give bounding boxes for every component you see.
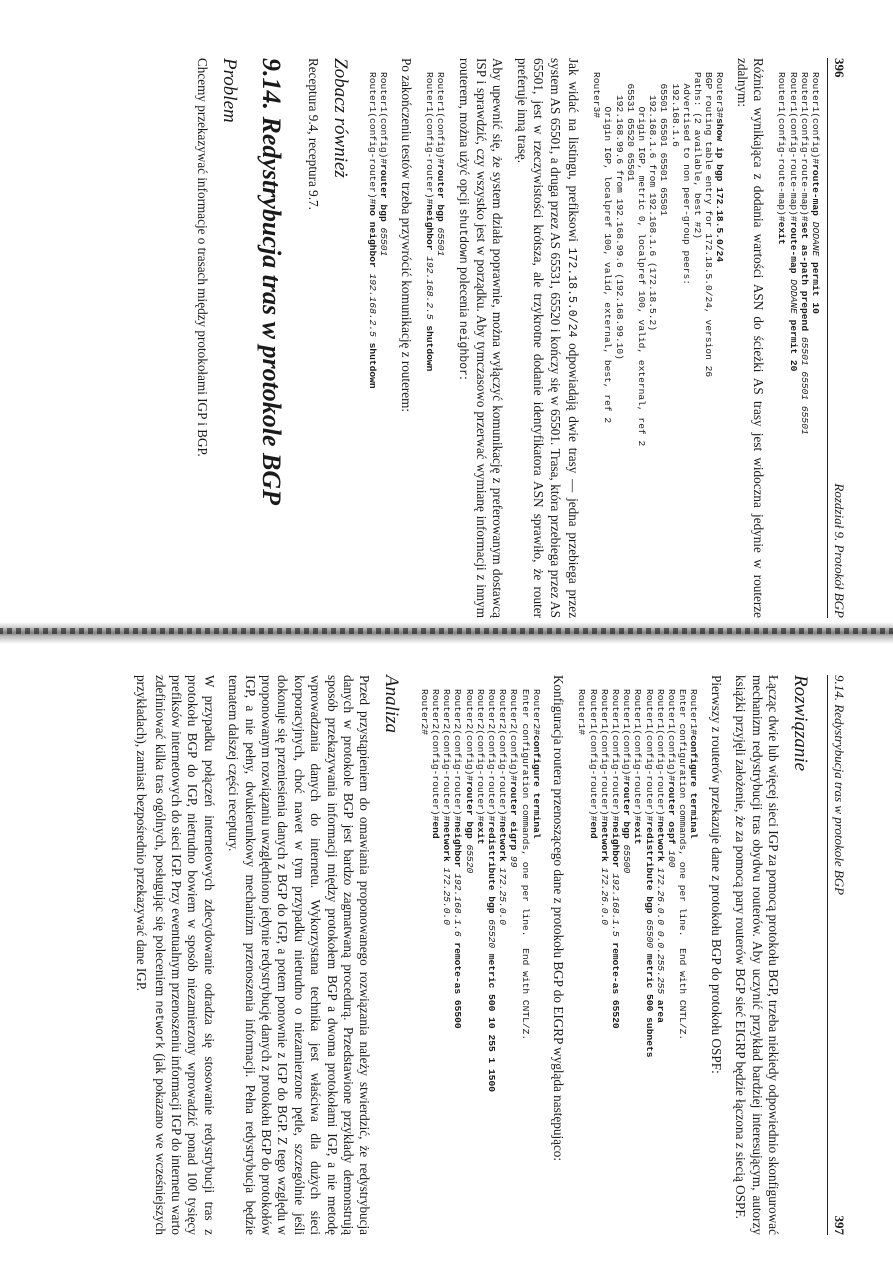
page-number: 397 xyxy=(832,1215,847,1235)
code-prompt: Router2(config-router)# xyxy=(429,689,441,822)
code-line xyxy=(520,689,531,1040)
code-line xyxy=(441,689,452,925)
code-command: no neighbor xyxy=(367,204,379,268)
code-line xyxy=(621,689,632,873)
code-command: router ospf xyxy=(665,781,677,845)
code-command: exit xyxy=(632,821,644,845)
code-command: show ip bgp 172.18.5.0/24 xyxy=(714,118,726,262)
code-output: 65531 65520 65501 xyxy=(624,72,636,182)
code-argument: 65501 xyxy=(435,221,447,257)
code-argument: 172.25.0.0 xyxy=(497,861,509,926)
code-line xyxy=(424,72,435,371)
analysis-paragraph: Przed przystąpieniem do omawiania proponowanego rozwiązania należy stwierdzić, że redystrybucja danych w protokole BGP jest bardzo zagmatwaną procedurą. Przedstawione przykłady demonstrują sposób przekazywania informacji między protokołem BGP a dwoma protokołami IGP, a nie metodę wprowadzania danych do internetu. Wykorzystana technika jest właściwa dla dużych sieci korporacyjnych, choć nawet w tym przypadku nietrudno o niezamierzone pętle, szczególnie jeśli dokonuje się przeniesienia danych z BGP do IGP, a potem ponownie z IGP do BGP. Z tego względu w proponowanym rozwiązaniu uwzględniono jedynie redystrybucję danych z protokołu BGP do protokołów IGP, a nie pełny, dwukierunkowy mechanizm przenoszenia informacji. Pełna redystrybucja będzie tematem dalszej części receptury. xyxy=(226,675,373,1235)
code-output: Paths: (2 available, best #2) xyxy=(691,72,703,239)
analysis-heading: Analiza xyxy=(381,675,403,734)
code-argument: 172.25.0.0 xyxy=(441,861,453,926)
code-line xyxy=(486,689,497,1092)
paragraph: Konfiguracja routera przenoszącego dane z protokołu BGP do EIGRP wygląda następująco: xyxy=(551,675,567,1162)
running-head-left xyxy=(827,58,847,618)
code-prompt: Router2(config)# xyxy=(463,689,475,782)
code-line xyxy=(776,72,787,245)
code-line xyxy=(666,689,677,868)
code-line xyxy=(788,72,799,371)
code-output: 192.168.1.6 xyxy=(669,72,681,147)
code-command: neighbor xyxy=(452,821,464,868)
code-keyword: permit 20 xyxy=(787,313,799,372)
solution-heading: Rozwiązanie xyxy=(790,675,811,772)
code-command: router eigrp xyxy=(508,781,520,851)
code-prompt: Router2(config-router)# xyxy=(485,689,497,822)
code-line xyxy=(677,689,688,1040)
code-argument: 100 xyxy=(665,844,677,868)
code-keyword: shutdown xyxy=(367,336,379,389)
inline-code: network xyxy=(151,1000,165,1049)
code-line xyxy=(378,72,389,256)
code-command: redistribute bgp xyxy=(643,821,655,914)
code-prompt: Router1(config)# xyxy=(435,72,447,165)
code-line xyxy=(636,72,647,446)
code-command: neighbor xyxy=(423,204,435,251)
code-command: configure terminal xyxy=(688,735,700,839)
code-line xyxy=(367,72,378,389)
code-output: Advertised to non peer-group peers: xyxy=(680,72,692,286)
gutter-texture xyxy=(0,628,893,634)
running-head-right xyxy=(827,675,847,1235)
code-prompt: Router1(config-router)# xyxy=(632,689,644,822)
problem-heading: Problem xyxy=(219,58,241,123)
text: Aby upewnić się, że system działa poprawnie, można wyłączyć komunikację z preferowanym dostawcą ISP i sprawdzić, czy wszystko jest w porządku. Aby tymczasowo przerwać wymianę informacji z innym routerem, można użyć opcji xyxy=(457,58,506,618)
code-line xyxy=(475,689,486,844)
problem-text: Chcemy przekazywać informacje o trasach między protokołami IGP i BGP. xyxy=(195,58,211,457)
code-line xyxy=(625,72,636,181)
solution-text: Łącząc dwie lub więcej sieci IGP za pomocą protokołu BGP, trzeba niekiedy odpowiednio skonfigurować mechanizm redystrybucji tras obydwu routerów. Aby uczynić przykład bardziej interesującym, autorzy książki przyjęli założenie, że za pomocą pary routerów BGP sieć EIGRP będzie łączona z siecią OSPF. xyxy=(733,675,781,1235)
code-argument: 65520 xyxy=(485,913,497,949)
code-command: exit xyxy=(776,221,788,245)
code-prompt: Router1(config-router)# xyxy=(643,689,655,822)
code-block-shutdown xyxy=(424,72,446,618)
paragraph xyxy=(454,58,505,618)
gutter-shadow xyxy=(0,622,893,644)
code-prompt: Router1(config-router)# xyxy=(367,72,379,205)
page-396-content xyxy=(186,58,847,618)
paragraph: Po zakończeniu testów trzeba przywrócić komunikację z routerem: xyxy=(398,58,414,413)
code-prompt: Router1(config)# xyxy=(665,689,677,782)
code-command: end xyxy=(587,821,599,839)
code-output: Router3# xyxy=(591,72,603,119)
text: Jak widać na listingu, prefiksowi xyxy=(565,58,581,248)
code-line xyxy=(670,72,681,147)
code-output: Enter configuration commands, one per line. End with CNTL/Z. xyxy=(519,689,531,1041)
code-command: redistribute bgp xyxy=(485,821,497,914)
code-prompt: Router1(config-route-map)# xyxy=(776,72,788,222)
inline-code: neighbor xyxy=(456,320,470,377)
code-argument: 99 xyxy=(508,850,520,868)
inline-code: 172.18.5.0/24 xyxy=(564,247,578,338)
code-block-route-map xyxy=(776,72,821,618)
code-prompt: Router1# xyxy=(688,689,700,736)
code-line xyxy=(810,72,821,314)
code-line xyxy=(591,72,602,118)
code-keyword: remote-as 65520 xyxy=(609,936,621,1029)
code-line xyxy=(644,689,655,1057)
code-argument: 65501 65501 65501 xyxy=(798,331,810,435)
code-block-no-shutdown xyxy=(367,72,389,618)
code-argument: 172.26.0.0 0.0.255.255 xyxy=(654,861,666,995)
page-397 xyxy=(0,645,893,1263)
code-block-router2 xyxy=(419,689,542,1235)
code-command: end xyxy=(429,821,441,839)
code-argument: DODANE xyxy=(810,215,821,257)
code-line xyxy=(714,72,725,262)
code-prompt: Router1# xyxy=(576,689,588,736)
paragraph: Pierwszy z routerów przekazuje dane z protokołu BGP do protokołu OSPF: xyxy=(708,675,724,1074)
code-command: exit xyxy=(474,821,486,845)
code-line xyxy=(576,689,587,735)
code-line xyxy=(681,72,692,285)
code-line xyxy=(588,689,599,839)
code-command: route-map xyxy=(810,164,821,216)
code-line xyxy=(610,689,621,1029)
code-prompt: Router2(config-router)# xyxy=(474,689,486,822)
code-block-show-bgp xyxy=(591,72,725,618)
code-prompt: Router2# xyxy=(418,689,430,736)
paragraph xyxy=(513,58,581,618)
code-line xyxy=(435,72,446,256)
code-line xyxy=(599,689,610,925)
code-output: Enter configuration commands, one per line. End with CNTL/Z. xyxy=(677,689,689,1041)
code-output: Origin IGP, metric 0, localpref 100, valid, external, ref 2 xyxy=(635,72,647,447)
code-keyword: area xyxy=(654,994,666,1023)
code-prompt: Router1(config-router)# xyxy=(587,689,599,822)
code-output: BGP routing table entry for 172.18.5.0/24, version 26 xyxy=(703,72,715,378)
text: polecenia xyxy=(457,263,473,321)
code-output: Origin IGP, localpref 100, valid, external, best, ref 2 xyxy=(602,72,614,424)
code-prompt: Router1(config-router)# xyxy=(609,689,621,822)
code-line xyxy=(430,689,441,839)
text: : xyxy=(457,376,473,380)
code-prompt: Router2# xyxy=(530,689,542,736)
code-prompt: Router1(config-router)# xyxy=(598,689,610,822)
code-line xyxy=(614,72,625,360)
code-argument: 65500 xyxy=(621,838,633,874)
code-prompt: Router1(config)# xyxy=(810,72,821,165)
code-argument: 65520 xyxy=(463,838,475,874)
code-prompt: Router1(config-router)# xyxy=(423,72,435,205)
code-command: network xyxy=(598,821,610,862)
code-prompt: Router3# xyxy=(714,72,726,119)
code-output: 192.168.1.6 from 192.168.1.6 (172.18.5.2) xyxy=(647,72,659,332)
code-command: set as-path prepend xyxy=(798,221,810,332)
code-line xyxy=(602,72,613,423)
code-line xyxy=(703,72,714,377)
code-output: 192.168.99.6 from 192.168.99.6 (192.168.99.10) xyxy=(613,72,625,360)
code-argument: 192.168.1.6 xyxy=(452,867,464,937)
code-line xyxy=(452,689,463,1029)
code-prompt: Router2(config-router)# xyxy=(452,689,464,822)
code-line xyxy=(632,689,643,844)
code-keyword: remote-as 65500 xyxy=(452,936,464,1029)
code-keyword: metric 500 subnets xyxy=(643,948,655,1058)
code-command: route-map xyxy=(787,221,799,274)
code-argument: 192.168.1.5 xyxy=(609,867,621,937)
code-line xyxy=(799,72,810,435)
page-number: 396 xyxy=(832,58,847,78)
code-line xyxy=(658,72,669,216)
code-line xyxy=(688,689,699,839)
code-prompt: Router2(config)# xyxy=(508,689,520,782)
code-line xyxy=(647,72,658,331)
code-prompt: Router1(config)# xyxy=(621,689,633,782)
see-also-text: Receptura 9.4, receptura 9.7. xyxy=(305,58,321,210)
code-argument: 65500 xyxy=(643,913,655,949)
code-output: 65501 65501 65501 65501 xyxy=(658,72,670,216)
text: (jak pokazano we wcześniejszych przykładach), zamiast bezpośrednio przekazywać dane IGP. xyxy=(134,675,168,1235)
code-line xyxy=(531,689,542,839)
code-command: neighbor xyxy=(609,821,621,868)
page-396 xyxy=(0,0,893,620)
running-head-title: Rozdział 9. Protokół BGP xyxy=(832,483,847,618)
analysis-paragraph xyxy=(133,675,217,1235)
code-prompt: Router1(config-route-map)# xyxy=(798,72,810,222)
text: W przypadku połączeń internetowych zdecydowanie odradza się stosowanie redystrybucji tras z protokołu BGP do IGP, nietrudno bowiem w sposób niezamierzony wprowadzić ponad 100 tysięcy prefiksów internetowych do sieci IGP. Przy ewentualnym przenoszeniu informacji IGP do internetu warto zdefiniować kilka tras ogólnych, posługując się poleceniem xyxy=(152,675,217,1235)
see-also-heading: Zobacz również xyxy=(329,58,351,178)
text: odpowiadają dwie trasy — jedna przebiega przez system AS 65501, a druga przez AS 65531, 65520 i kończy się w 65501. Trasa, która przebiega przez AS 65501, jest w rzeczywistości krótsza, ale trzykrotne dodanie identyfikatora ASN sprawiło, że router preferuje inną trasę. xyxy=(514,58,581,618)
page-397-content xyxy=(125,675,847,1235)
code-argument: 65501 xyxy=(378,221,390,257)
code-block-router1 xyxy=(576,689,699,1235)
code-line xyxy=(464,689,475,873)
section-title: 9.14. Redystrybucja tras w protokole BGP xyxy=(257,58,287,506)
code-line xyxy=(419,689,430,735)
code-command: router bgp xyxy=(435,164,447,222)
code-prompt: Router1(config)# xyxy=(378,72,390,165)
code-command: configure terminal xyxy=(530,735,542,839)
code-command: network xyxy=(497,821,509,862)
code-argument: 192.168.2.5 xyxy=(367,267,379,337)
code-line xyxy=(655,689,666,1023)
code-command: router bgp xyxy=(621,781,633,839)
running-head-title: 9.14. Redystrybucja tras w protokole BGP xyxy=(832,675,847,896)
code-prompt: Router1(config-route-map)# xyxy=(787,72,799,222)
code-keyword: shutdown xyxy=(423,319,435,372)
code-prompt: Router2(config-router)# xyxy=(497,689,509,822)
code-command: router bgp xyxy=(463,781,475,839)
code-prompt: Router1(config-router)# xyxy=(654,689,666,822)
code-keyword: permit 10 xyxy=(810,256,821,314)
code-keyword: metric 500 10 255 1 1500 xyxy=(485,948,497,1093)
code-command: network xyxy=(441,821,453,862)
code-argument: 172.26.0.0 xyxy=(598,861,610,926)
code-argument: DODANE xyxy=(787,273,799,314)
code-argument: 192.168.2.5 xyxy=(423,250,435,320)
code-command: router bgp xyxy=(378,164,390,222)
code-line xyxy=(497,689,508,925)
paragraph: Różnica wynikająca z dodania wartości ASN do ścieżki AS trasy jest widoczna jedynie w routerze zdalnym: xyxy=(734,58,767,618)
code-prompt: Router2(config-router)# xyxy=(441,689,453,822)
code-line xyxy=(692,72,703,239)
inline-code: shutdown xyxy=(456,208,470,264)
code-command: network xyxy=(654,821,666,862)
code-line xyxy=(508,689,519,868)
